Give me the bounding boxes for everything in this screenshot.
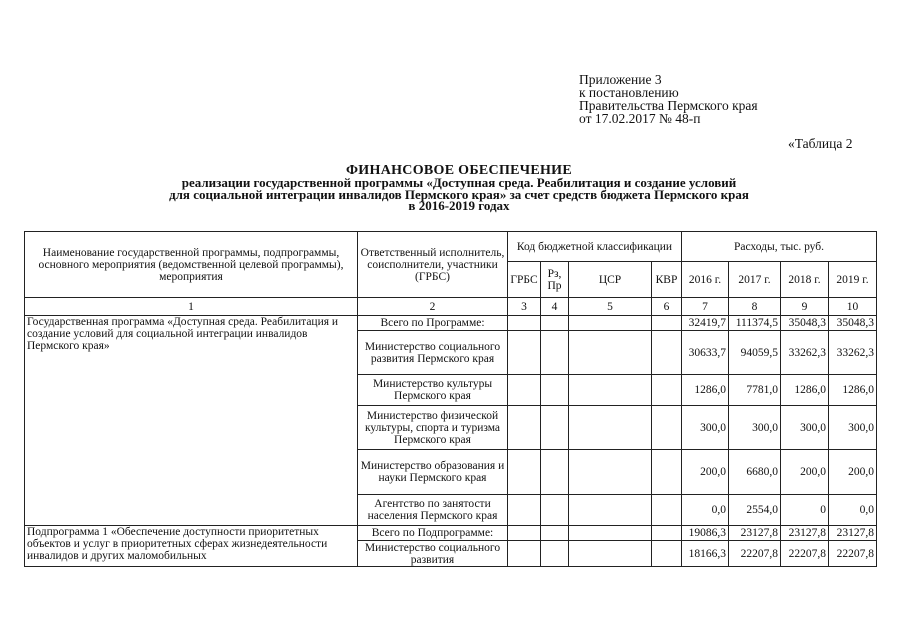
- header-kvr: КВР: [652, 262, 682, 298]
- subprogram-name: Подпрограмма 1 «Обеспечение доступности приоритетных объектов и услуг в приоритетных сферах жизнедеятельности инвалидов и других маломобильных: [25, 526, 358, 567]
- appendix-note: [579, 73, 758, 125]
- header-executor: Ответственный исполнитель, соисполнители, участники (ГРБС): [358, 232, 508, 298]
- appendix-line: от 17.02.2017 № 48-п: [579, 111, 701, 126]
- column-number: 10: [829, 298, 877, 316]
- appendix-line: Приложение 3: [579, 72, 662, 87]
- value-2018: 23127,8: [781, 526, 829, 541]
- subtitle-line: реализации государственной программы «Доступная среда. Реабилитация и создание условий: [181, 175, 737, 190]
- value-2019: 1286,0: [829, 375, 877, 406]
- value-2017: 94059,5: [729, 331, 781, 375]
- value-2016: 200,0: [682, 450, 729, 495]
- value-2016: 19086,3: [682, 526, 729, 541]
- executor-cell: Министерство социального развития: [358, 541, 508, 567]
- value-2019: 0,0: [829, 495, 877, 526]
- value-2017: 23127,8: [729, 526, 781, 541]
- column-number: 5: [569, 298, 652, 316]
- executor-cell: Министерство социального развития Пермского края: [358, 331, 508, 375]
- subtitle-line: в 2016-2019 годах: [408, 198, 510, 213]
- table-reference: «Таблица 2: [788, 136, 853, 151]
- subtitle-line: для социальной интеграции инвалидов Пермского края» за счет средств бюджета Пермского края: [169, 186, 749, 202]
- header-budget-code: Код бюджетной классификации: [508, 232, 682, 262]
- value-2019: 35048,3: [829, 316, 877, 331]
- executor-cell: Министерство образования и науки Пермского края: [358, 450, 508, 495]
- table-row: [25, 316, 877, 331]
- value-2018: 0: [781, 495, 829, 526]
- value-2019: 300,0: [829, 406, 877, 450]
- value-2016: 1286,0: [682, 375, 729, 406]
- value-2017: 2554,0: [729, 495, 781, 526]
- value-2019: 33262,3: [829, 331, 877, 375]
- column-number: 9: [781, 298, 829, 316]
- executor-cell: Министерство физической культуры, спорта и туризма Пермского края: [358, 406, 508, 450]
- column-number: 7: [682, 298, 729, 316]
- executor-cell: Всего по Подпрограмме:: [358, 526, 508, 541]
- document-subtitle: [60, 177, 858, 212]
- program-name: Государственная программа «Доступная среда. Реабилитация и создание условий для социальной интеграции инвалидов Пермского края»: [25, 316, 358, 526]
- column-number: 2: [358, 298, 508, 316]
- column-number-row: [25, 298, 877, 316]
- value-2016: 0,0: [682, 495, 729, 526]
- value-2018: 22207,8: [781, 541, 829, 567]
- value-2018: 200,0: [781, 450, 829, 495]
- value-2016: 18166,3: [682, 541, 729, 567]
- value-2017: 22207,8: [729, 541, 781, 567]
- column-number: 8: [729, 298, 781, 316]
- appendix-line: Правительства Пермского края: [579, 98, 758, 113]
- value-2019: 200,0: [829, 450, 877, 495]
- header-year-2019: 2019 г.: [829, 262, 877, 298]
- header-rz-pr: Рз, Пр: [541, 262, 569, 298]
- header-year-2017: 2017 г.: [729, 262, 781, 298]
- document-title: ФИНАНСОВОЕ ОБЕСПЕЧЕНИЕ: [345, 163, 573, 178]
- column-number: 1: [25, 298, 358, 316]
- value-2018: 33262,3: [781, 331, 829, 375]
- value-2017: 7781,0: [729, 375, 781, 406]
- value-2016: 30633,7: [682, 331, 729, 375]
- executor-cell: Агентство по занятости населения Пермского края: [358, 495, 508, 526]
- value-2018: 1286,0: [781, 375, 829, 406]
- value-2016: 300,0: [682, 406, 729, 450]
- header-year-2016: 2016 г.: [682, 262, 729, 298]
- column-number: 4: [541, 298, 569, 316]
- table-row: [25, 526, 877, 541]
- header-name: Наименование государственной программы, подпрограммы, основного мероприятия (ведомственной целевой программы), мероприятия: [25, 232, 358, 298]
- appendix-line: к постановлению: [579, 85, 679, 100]
- value-2017: 300,0: [729, 406, 781, 450]
- executor-cell: Всего по Программе:: [358, 316, 508, 331]
- value-2018: 35048,3: [781, 316, 829, 331]
- value-2016: 32419,7: [682, 316, 729, 331]
- column-number: 6: [652, 298, 682, 316]
- value-2019: 22207,8: [829, 541, 877, 567]
- header-year-2018: 2018 г.: [781, 262, 829, 298]
- header-csr: ЦСР: [569, 262, 652, 298]
- value-2019: 23127,8: [829, 526, 877, 541]
- financing-table: [24, 231, 877, 567]
- header-expenses: Расходы, тыс. руб.: [682, 232, 877, 262]
- header-grbs: ГРБС: [508, 262, 541, 298]
- value-2017: 111374,5: [729, 316, 781, 331]
- column-number: 3: [508, 298, 541, 316]
- value-2017: 6680,0: [729, 450, 781, 495]
- executor-cell: Министерство культуры Пермского края: [358, 375, 508, 406]
- value-2018: 300,0: [781, 406, 829, 450]
